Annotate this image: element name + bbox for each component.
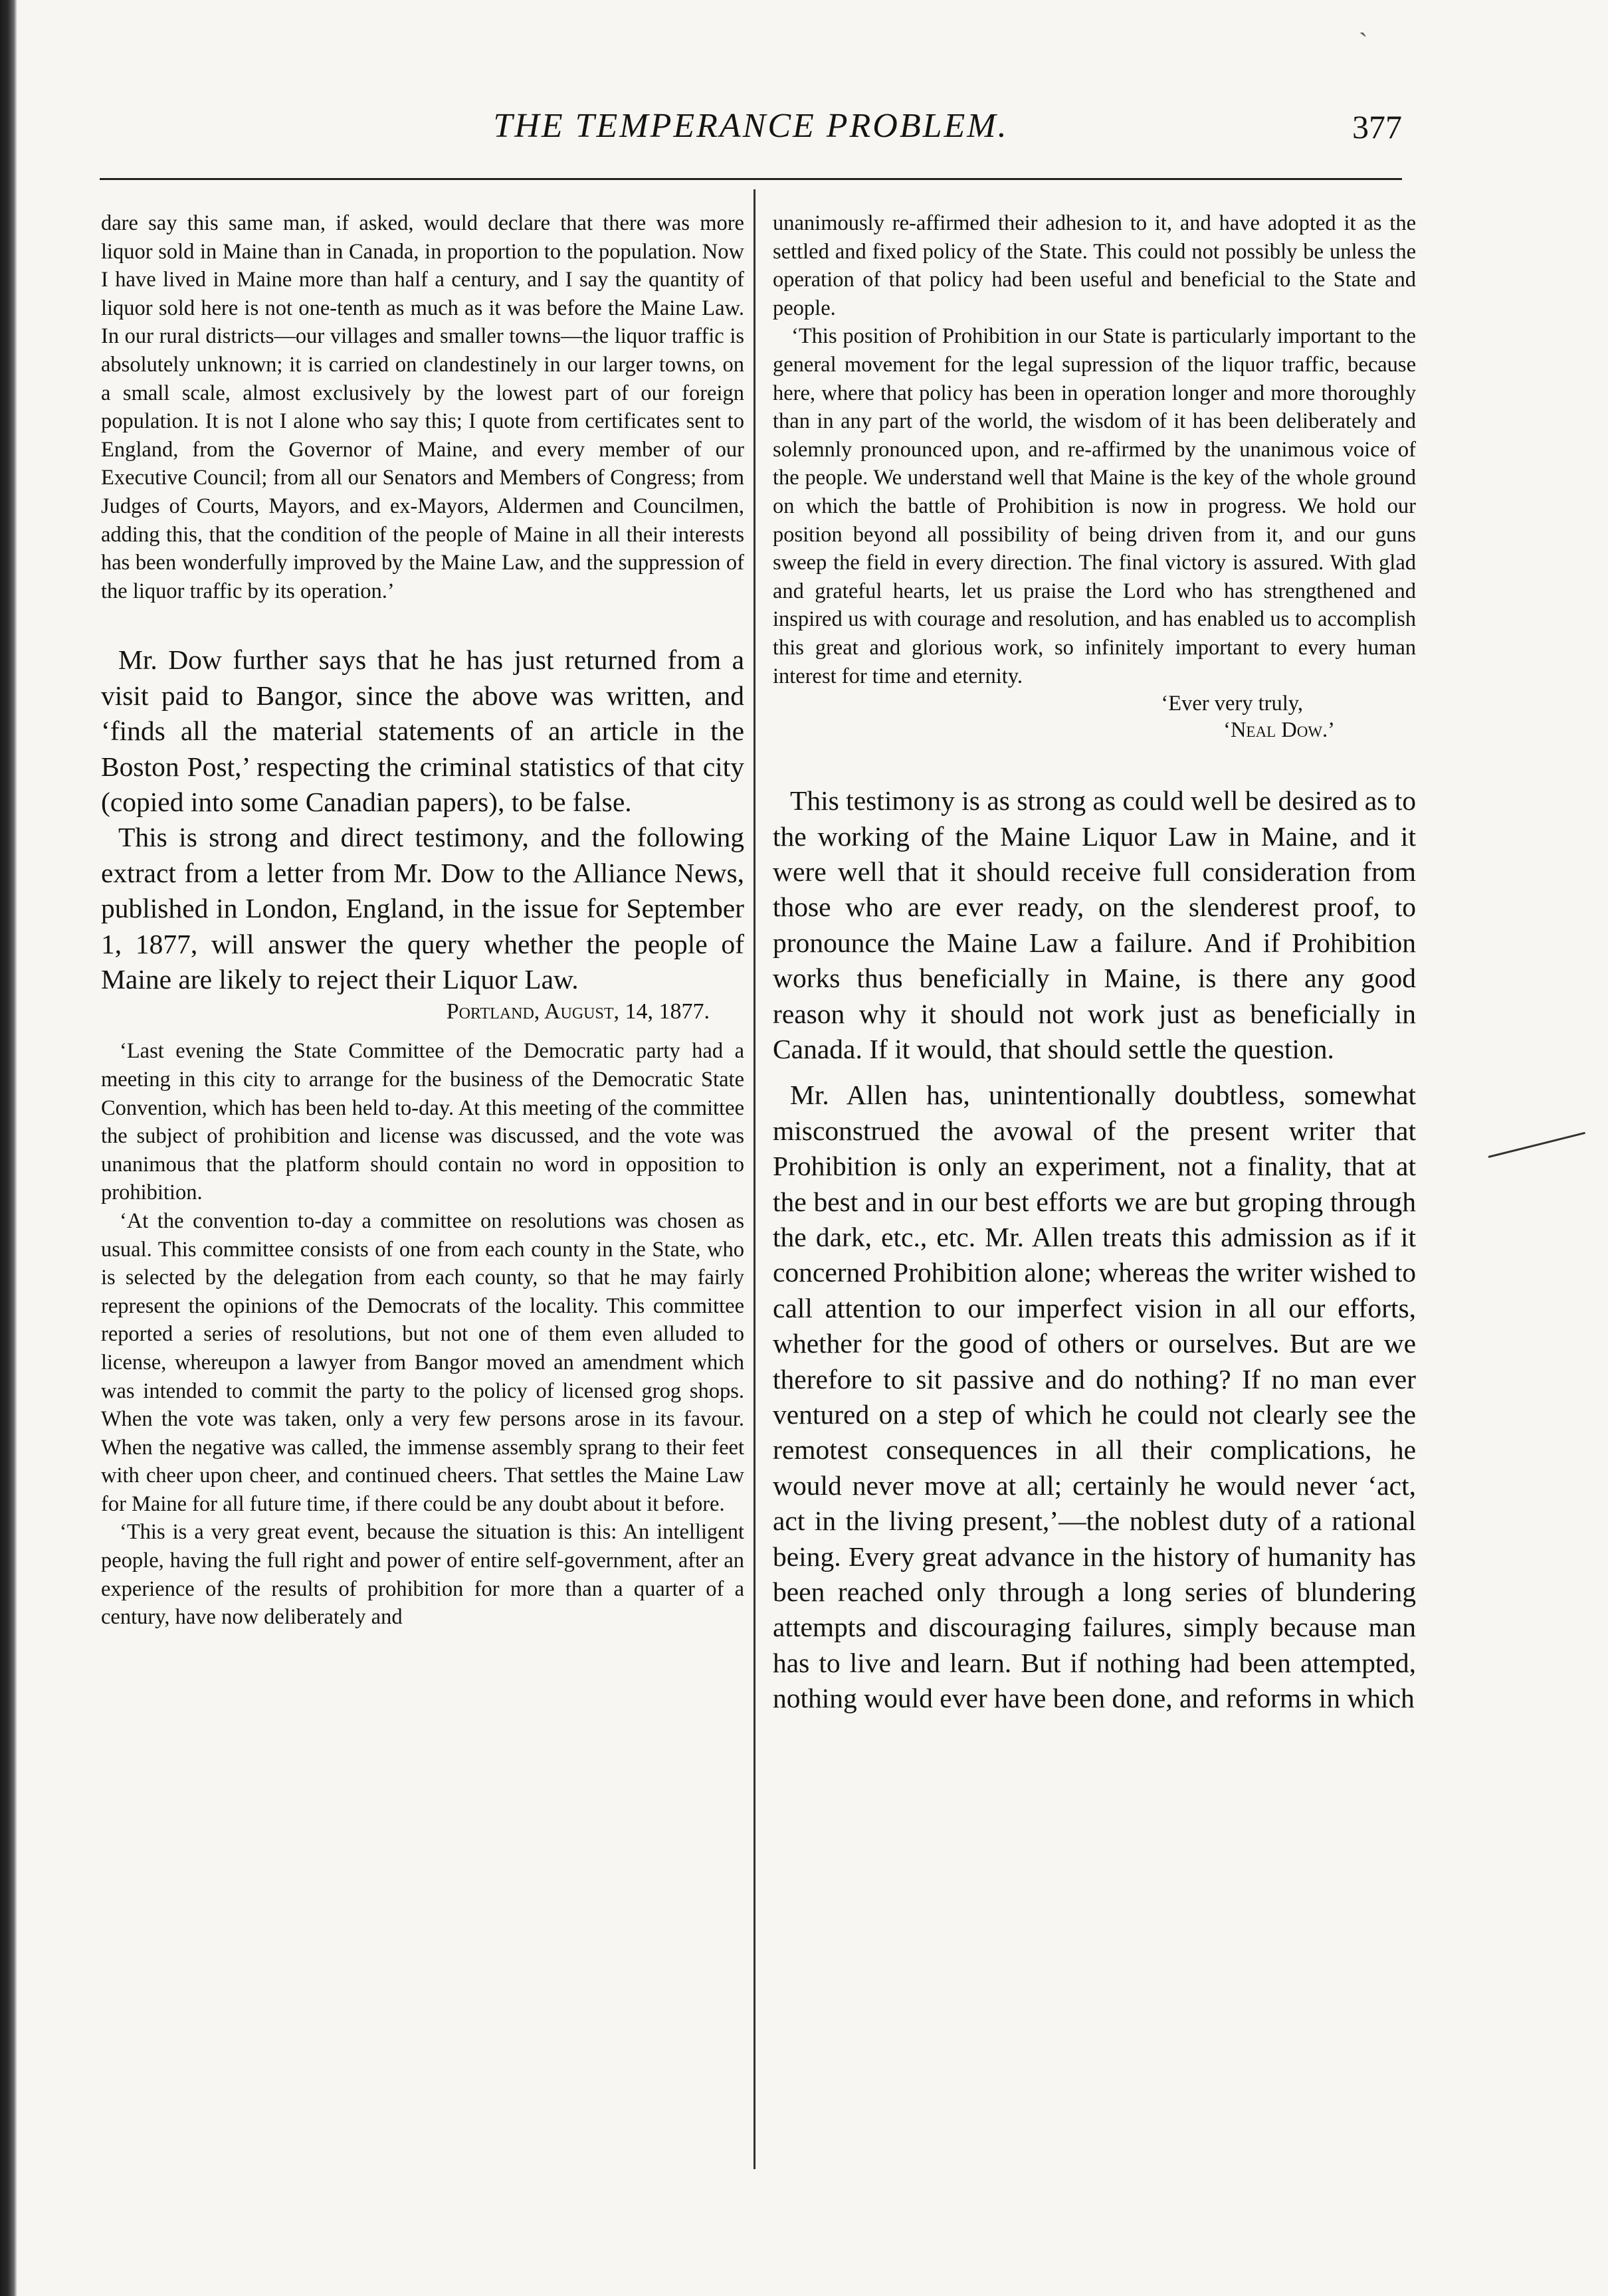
letter-paragraph: ‘This is a very great event, because the situation is this: An intelligent people, having the full right and power of entire self-government, after an experience of the results of prohibition for more than a quarter of a century, have now deliberately and xyxy=(101,1520,744,1630)
letter-dateline: Portland, August, 14, 1877. xyxy=(446,999,710,1024)
book-binding-edge xyxy=(0,0,17,2296)
running-title: THE TEMPERANCE PROBLEM. xyxy=(493,107,1009,145)
letter-signature: ‘Neal Dow.’ xyxy=(1223,718,1335,743)
column-divider xyxy=(754,189,755,2169)
letter-paragraph: ‘This position of Prohibition in our State is particularly important to the general movement for the legal supression of the liquor traffic, because here, where that policy has been in operation longer and more thoroughly than in any part of the world, the wisdom of it has been deliberately and solemnly pronounced upon, and re-affirmed by the unanimous voice of the people. We understand well that Maine is the key of the whole ground on which the battle of Prohibition is now in progress. We hold our position beyond all possibility of being driven from it, and our guns sweep the field in every direction. The final victory is assured. With glad and grateful hearts, let us praise the Lord who has strengthened and inspired us with courage and resolution, and has enabled us to accomplish this great and glorious work, so infinitely important to every human interest for time and eternity. xyxy=(773,324,1416,688)
paragraph-allen: Mr. Allen has, unintentionally doubtless, somewhat misconstrued the avowal of the present writer that Prohibition is only an experiment, not a finality, that at the best and in our best efforts we are but groping through the dark, etc., etc. Mr. Allen treats this admission as if it concerned Prohibition alone; whereas the writer wished to call attention to our imperfect vision in all our efforts, whether for the good of others or ourselves. But are we therefore to sit passive and do nothing? If no man ever ventured on a step of which he could not clearly see the remotest consequences in all their complications, he would never move at all; certainly he would never ‘act, act in the living present,’—the noblest duty of a rational being. Every great advance in the history of humanity has been reached only through a long series of blundering attempts and discouraging failures, simply because man has to live and learn. But if nothing had been attempted, nothing would ever have been done, and reforms in which xyxy=(773,1080,1416,1714)
paragraph-testimony: This testimony is as strong as could well be desired as to the working of the Maine Liquor Law in Maine, and it were well that it should receive full consideration from those who are ever ready, on the slenderest proof, to pronounce the Maine Law a failure. And if Prohibition works thus beneficially in Maine, is there any good reason why it should not work just as beneficially in Canada. If it would, that should settle the question. xyxy=(773,785,1416,1064)
page-number: 377 xyxy=(1352,108,1402,145)
page-header xyxy=(100,106,1402,166)
paragraph-dow-bangor: Mr. Dow further says that he has just returned from a visit paid to Bangor, since the above was written, and ‘finds all the material statements of an article in the Boston Post,’ respecting the criminal statistics of that city (copied into some Canadian papers), to be false. xyxy=(101,644,744,817)
left-column xyxy=(101,209,744,1632)
margin-pencil-mark xyxy=(1488,1132,1585,1158)
quote-continuation: dare say this same man, if asked, would declare that there was more liquor sold in Maine than in Canada, in proportion to the population. Now I have lived in Maine more than half a century, and I say the quantity of liquor sold here is not one-tenth as much as it was before the Maine Law. In our rural districts—our villages and smaller towns—the liquor traffic is absolutely unknown; it is carried on clandestinely in our larger towns, on a small scale, almost exclusively by the lowest part of our foreign population. It is not I alone who say this; I quote from certificates sent to England, from the Governor of Maine, and every member of our Executive Council; from all our Senators and Members of Congress; from Judges of Courts, Mayors, and ex-Mayors, Aldermen and Councilmen, adding this, that the condition of the people of Maine in all their interests has been wonderfully improved by the Maine Law, and the suppression of the liquor traffic by its operation.’ xyxy=(101,211,744,603)
letter-continuation: unanimously re-affirmed their adhesion to it, and have adopted it as the settled and fixed policy of the State. This could not possibly be unless the operation of that policy had been useful and beneficial to the State and people. xyxy=(773,211,1416,320)
right-column xyxy=(773,209,1416,1717)
header-rule xyxy=(100,178,1402,180)
paragraph-testimony-intro: This is strong and direct testimony, and the following extract from a letter from Mr. Dow to the Alliance News, published in London, England, in the issue for September 1, 1877, will answer the query whether the people of Maine are likely to reject their Liquor Law. xyxy=(101,822,744,995)
letter-signoff: ‘Ever very truly, xyxy=(1161,692,1303,716)
stray-ink-mark: ` xyxy=(1359,27,1368,57)
letter-paragraph: ‘At the convention to-day a committee on resolutions was chosen as usual. This committee consists of one from each county in the State, who is selected by the delegation from each county, so that he may fairly represent the opinions of the Democrats of the locality. This committee reported a series of resolutions, but not one of them even alluded to license, whereupon a lawyer from Bangor moved an amendment which was intended to commit the party to the policy of licensed grog shops. When the vote was taken, only a very few persons arose in its favour. When the negative was called, the immense assembly sprang to their feet with cheer upon cheer, and continued cheers. That settles the Maine Law for Maine for all future time, if there could be any doubt about it before. xyxy=(101,1208,744,1516)
letter-paragraph: ‘Last evening the State Committee of the Democratic party had a meeting in this city to arrange for the business of the Democratic State Convention, which has been held to-day. At this meeting of the committee the subject of prohibition and license was discussed, and the vote was unanimous that the platform should contain no word in opposition to prohibition. xyxy=(101,1039,744,1205)
